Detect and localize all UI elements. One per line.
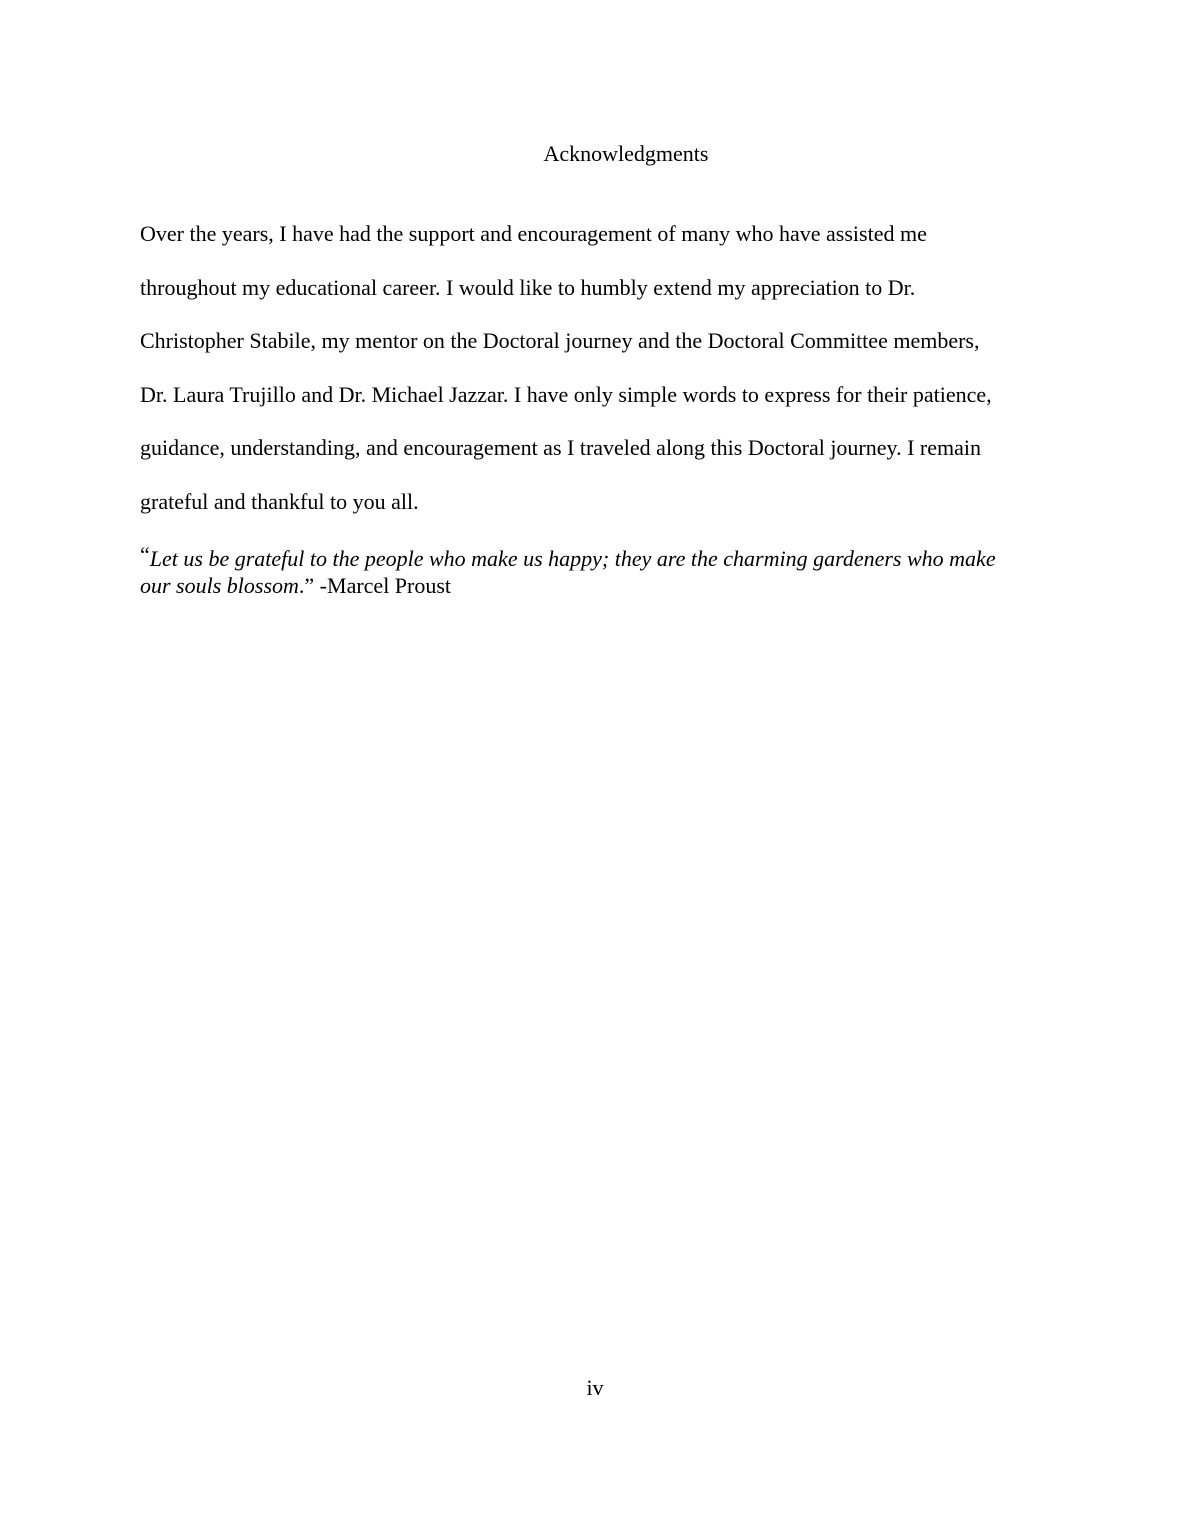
quote-text: our souls blossom [140, 573, 299, 598]
epigraph-quote [140, 542, 1060, 599]
quote-line-1 [140, 542, 1060, 572]
quote-attribution: .” -Marcel Proust [298, 573, 452, 598]
page-number: iv [586, 1375, 604, 1400]
paragraph-line: Over the years, I have had the support and encouragement of many who have assisted me [140, 221, 927, 246]
paragraph-line: guidance, understanding, and encouragement as I traveled along this Doctoral journey. I remain [140, 435, 981, 461]
paragraph-line: throughout my educational career. I would like to humbly extend my appreciation to Dr. [140, 274, 916, 300]
quote-text: Let us be grateful to the people who make us happy; they are the charming gardeners who make [149, 546, 996, 571]
paragraph-line: grateful and thankful to you all. [140, 488, 419, 514]
quote-line-2 [140, 572, 1060, 599]
quote-open-mark: “ [140, 542, 150, 567]
paragraph-line: Christopher Stabile, my mentor on the Doctoral journey and the Doctoral Committee members, [140, 328, 980, 354]
acknowledgment-paragraph [140, 220, 1060, 542]
page-title: Acknowledgments [543, 141, 709, 166]
paragraph-line: Dr. Laura Trujillo and Dr. Michael Jazzar. I have only simple words to express for their patience, [140, 381, 992, 407]
